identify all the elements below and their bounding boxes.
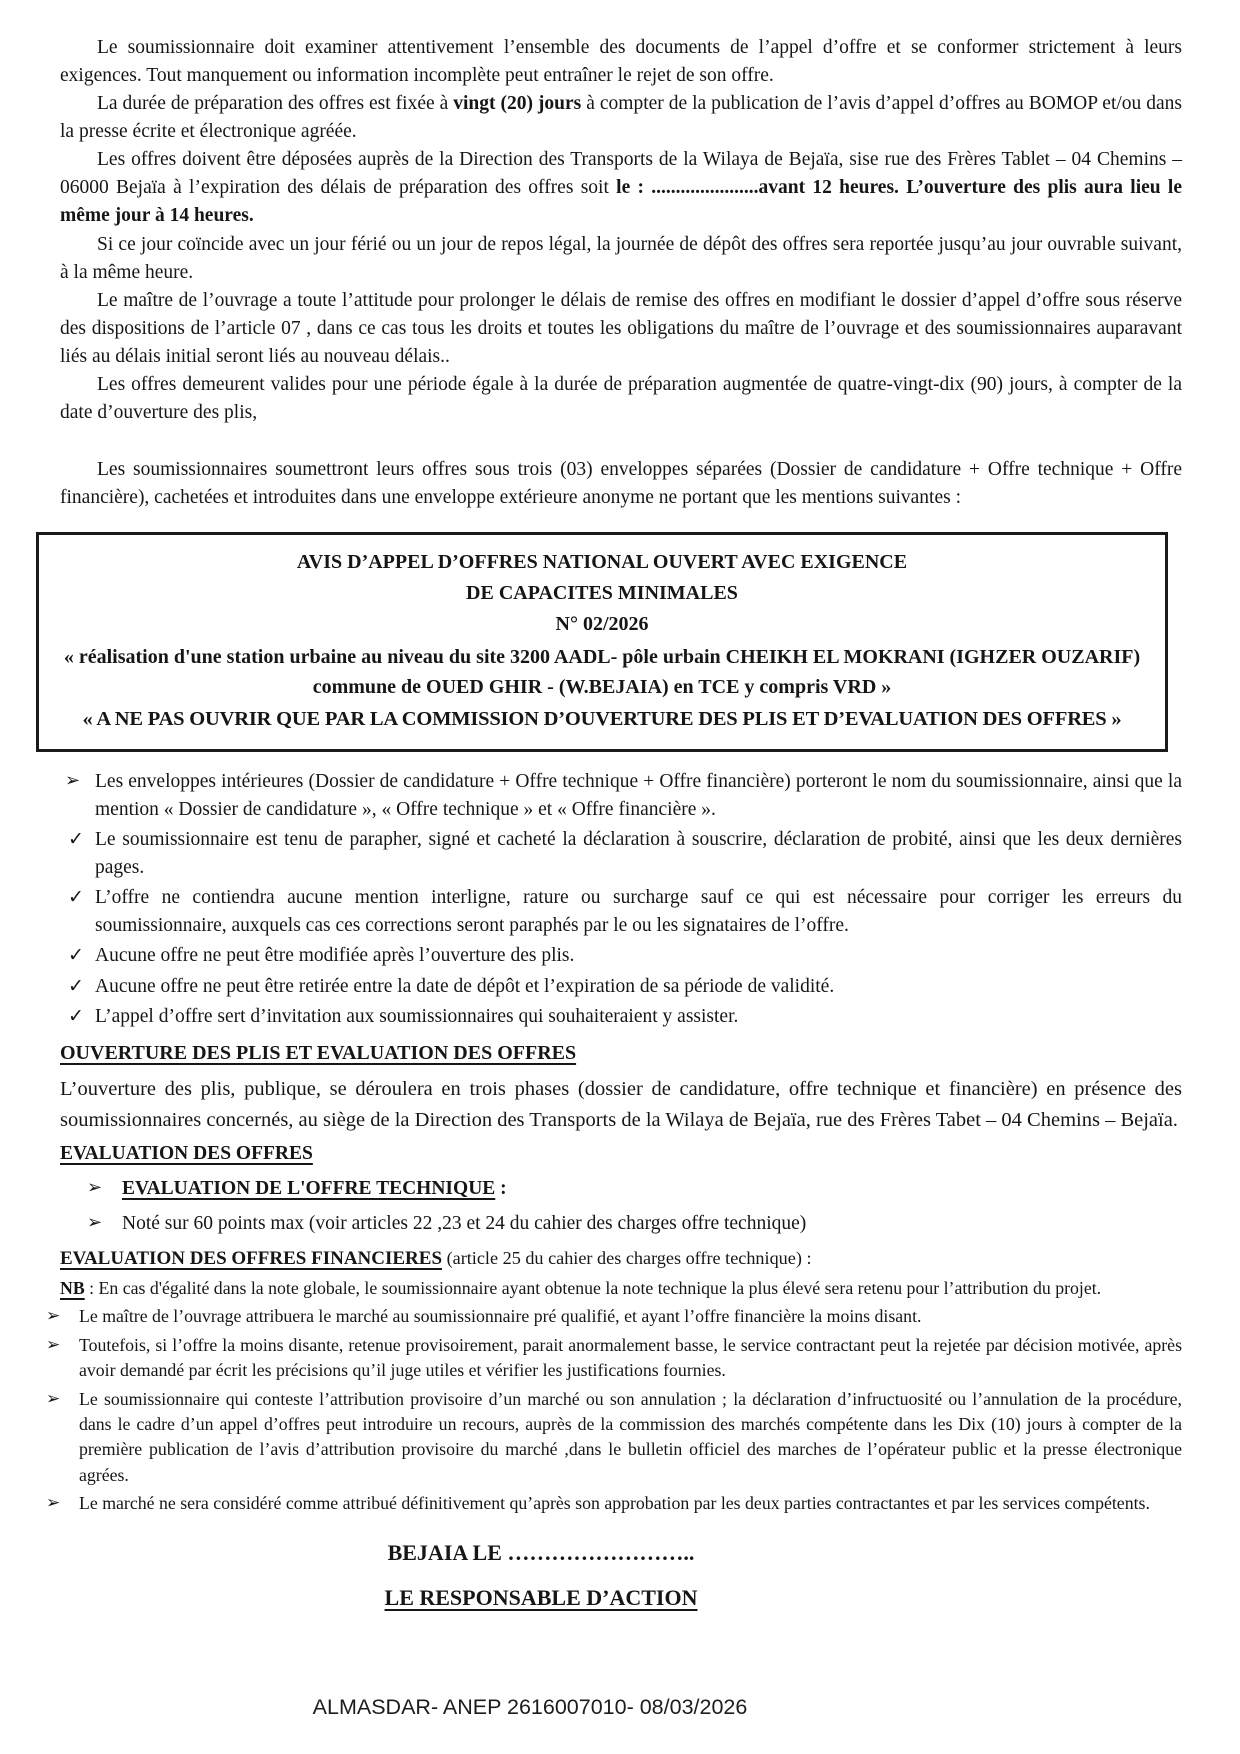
text-segment-bold: vingt (20) jours	[453, 93, 582, 115]
nb-label: NB	[60, 1278, 85, 1299]
text-segment: Les offres doivent être déposées auprès de la Direction des Transports de la Wilaya de Bejaïa, sise rue des Frères Tablet – 04 Chemins – 06000 Bejaïa à l’expiration des délais de préparation des offres soit	[60, 149, 1182, 199]
paragraph-depot-offres	[60, 146, 1182, 230]
list-item	[60, 1003, 1182, 1031]
paragraph-examen: Le soumissionnaire doit examiner attentivement l’ensemble des documents de l’appel d’offre et se conformer strictement à leurs exigences. Tout manquement ou information incomplète peut entraîner le rejet de son offre.	[60, 37, 1182, 87]
subitem-text	[122, 1178, 507, 1199]
list-item	[60, 826, 1182, 882]
check-bullet-icon: ✓	[68, 975, 84, 997]
list-item-text: Aucune offre ne peut être modifiée après l’ouverture des plis.	[95, 945, 575, 967]
check-bullet-icon: ✓	[68, 887, 84, 909]
paragraph-ouverture-phases: L’ouverture des plis, publique, se déroulera en trois phases (dossier de candidature, offre technique et financière) en présence des soumissionnaires concernés, au siège de la Direction des Transports de la Wilaya de Bejaïa, rue des Frères Tabet – 04 Chemins – Bejaïa.	[60, 1077, 1182, 1131]
list-item	[46, 1333, 1182, 1384]
list-item-text: L’offre ne contiendra aucune mention interligne, rature ou surcharge sauf ce qui est nécessaire pour corriger les erreurs du soumissionnaire, auxquels cas ces corrections seront paraphés par le ou les signataires de l’offre.	[95, 887, 1182, 937]
line-rest: (article 25 du cahier des charges offre technique) :	[442, 1248, 812, 1269]
check-bullet-icon: ✓	[68, 945, 84, 967]
signature-place-date: BEJAIA LE ……………………..	[387, 1539, 695, 1565]
notice-box	[36, 532, 1168, 752]
paragraph-validite-offres: Les offres demeurent valides pour une période égale à la durée de préparation augmentée de quatre-vingt-dix (90) jours, à compter de la date d’ouverture des plis,	[60, 373, 1182, 424]
conditions-list	[60, 768, 1182, 1031]
list-item	[60, 884, 1182, 940]
section-heading-ouverture-plis	[60, 1039, 1182, 1068]
list-item	[60, 973, 1182, 1001]
paragraph-jour-ferie: Si ce jour coïncide avec un jour férié ou un jour de repos légal, la journée de dépôt des offres sera reportée jusqu’au jour ouvrable suivant, à la même heure.	[60, 233, 1182, 283]
notice-title-line1: AVIS D’APPEL D’OFFRES NATIONAL OUVERT AVEC EXIGENCE	[296, 551, 908, 574]
list-item-text: Les enveloppes intérieures (Dossier de candidature + Offre technique + Offre financière) porteront le nom du soumissionnaire, ainsi que la mention « Dossier de candidature », « Offre technique » et « Offre financière ».	[95, 771, 1182, 821]
notice-number: N° 02/2026	[555, 613, 649, 636]
subitem-evaluation-technique	[60, 1175, 1182, 1203]
list-item	[46, 1491, 1182, 1516]
line-label: EVALUATION DES OFFRES FINANCIERES	[60, 1248, 443, 1270]
nb-text: : En cas d'égalité dans la note globale, le soumissionnaire ayant obtenue la note technique la plus élevé sera retenu pour l’attribution du projet.	[84, 1278, 1102, 1299]
arrow-bullet-icon: ➢	[87, 1176, 103, 1197]
subitem-label: EVALUATION DE L'OFFRE TECHNIQUE	[122, 1177, 496, 1199]
arrow-bullet-icon: ➢	[46, 1306, 61, 1326]
subitem-text: Noté sur 60 points max (voir articles 22 ,23 et 24 du cahier des charges offre technique)	[122, 1212, 807, 1234]
attribution-list	[46, 1304, 1182, 1517]
paragraph-trois-enveloppes: Les soumissionnaires soumettront leurs offres sous trois (03) enveloppes séparées (Dossier de candidature + Offre technique + Offre financière), cachetées et introduites dans une enveloppe extérieure anonyme ne portant que les mentions suivantes :	[60, 459, 1182, 509]
arrow-bullet-icon: ➢	[46, 1493, 61, 1513]
list-item	[46, 1387, 1182, 1489]
signature-title-text: LE RESPONSABLE D’ACTION	[384, 1585, 698, 1611]
text-segment-bold: le : ......................avant 12 heures. L’ouverture des plis aura lieu le même jour à 14 heures.	[60, 177, 1182, 227]
list-item-text: Aucune offre ne peut être retirée entre la date de dépôt et l’expiration de sa période de validité.	[95, 975, 835, 997]
text-segment: La durée de préparation des offres est fixée à	[97, 93, 454, 115]
list-item	[60, 768, 1182, 824]
check-bullet-icon: ✓	[68, 1005, 84, 1027]
list-item-text: Le soumissionnaire qui conteste l’attribution provisoire d’un marché ou son annulation ; la déclaration d’infructuosité ou l’annulation de la procédure, dans le cadre d’un appel d’offres peut introduire un recours, auprès de la commission des marchés compétente dans les Dix (10) jours à compter de la première publication de l’avis d’attribution provisoire du marché ,dans le bulletin officiel des marches de l’opérateur public et la presse électronique agrées.	[79, 1388, 1182, 1485]
notice-title-line2: DE CAPACITES MINIMALES	[466, 582, 738, 605]
section-heading-evaluation-offres	[60, 1140, 1182, 1168]
notice-do-not-open-warning: « A NE PAS OUVRIR QUE PAR LA COMMISSION D’OUVERTURE DES PLIS ET D’EVALUATION DES OFFRES »	[82, 708, 1122, 731]
text-segment: à compter de la publication de l’avis d’appel d’offres au BOMOP et/ou dans la presse écrite et électronique agréée.	[60, 93, 1183, 143]
arrow-bullet-icon: ➢	[46, 1334, 61, 1354]
arrow-bullet-icon: ➢	[87, 1211, 103, 1232]
paragraph-duree-preparation	[60, 90, 1182, 146]
footer-anep-reference: ALMASDAR- ANEP 2616007010- 08/03/2026	[312, 1695, 748, 1719]
list-item-text: Le soumissionnaire est tenu de parapher, signé et cacheté la déclaration à souscrire, déclaration de probité, ainsi que les deux dernières pages.	[95, 829, 1182, 879]
arrow-bullet-icon: ➢	[65, 770, 81, 790]
list-item	[46, 1304, 1182, 1329]
list-item-text: Toutefois, si l’offre la moins disante, retenue provisoirement, parait anormalement basse, le service contractant peut la rejetée par décision motivée, après avoir demandé par écrit les précisions qu’il juge utiles et vérifier les justifications fournies.	[79, 1334, 1182, 1381]
paragraph-prolongation-delais: Le maître de l’ouvrage a toute l’attitude pour prolonger le délais de remise des offres en modifiant le dossier d’appel d’offre sous réserve des dispositions de l’article 07 , dans ce cas tous les droits et toutes les obligations du maître de l’ouvrage et des soumissionnaires auparavant liés au délais initial seront liés au nouveau délais..	[60, 289, 1182, 367]
list-item-text: Le maître de l’ouvrage attribuera le marché au soumissionnaire pré qualifié, et ayant l’offre financière la moins disant.	[79, 1306, 922, 1327]
line-nota-bene	[60, 1276, 1182, 1302]
subitem-colon: :	[495, 1177, 507, 1199]
heading-text: EVALUATION DES OFFRES	[60, 1142, 313, 1164]
check-bullet-icon: ✓	[68, 829, 84, 851]
line-offres-financieres	[60, 1245, 1182, 1272]
notice-project-description: « réalisation d'une station urbaine au niveau du site 3200 AADL- pôle urbain CHEIKH EL MOKRANI (IGHZER OUZARIF) commune de OUED GHIR - (W.BEJAIA) en TCE y compris VRD »	[63, 646, 1141, 699]
signature-title	[60, 1582, 1022, 1614]
list-item-text: L’appel d’offre sert d’invitation aux soumissionnaires qui souhaiteraient y assister.	[95, 1005, 739, 1027]
subitem-notation	[60, 1210, 1182, 1238]
signature-block	[60, 1537, 1182, 1614]
arrow-bullet-icon: ➢	[46, 1388, 61, 1408]
heading-text: OUVERTURE DES PLIS ET EVALUATION DES OFFRES	[60, 1041, 577, 1064]
list-item-text: Le marché ne sera considéré comme attribué définitivement qu’après son approbation par les deux parties contractantes et par les services compétents.	[79, 1493, 1150, 1514]
list-item	[60, 942, 1182, 970]
